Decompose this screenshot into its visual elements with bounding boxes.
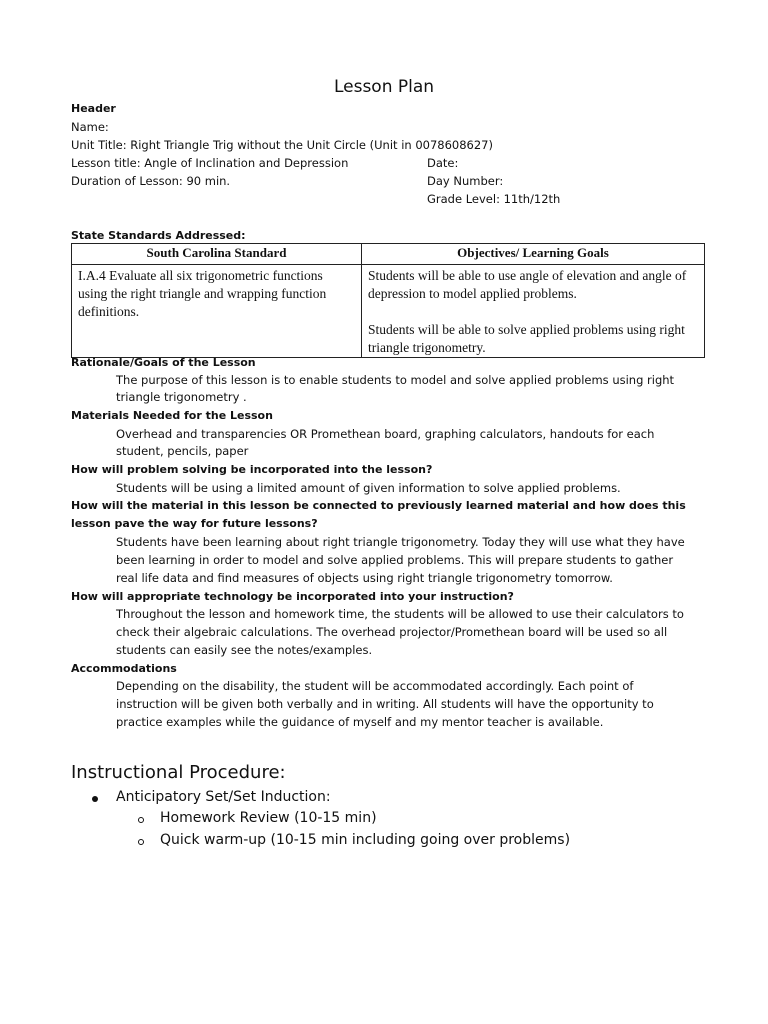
procedure-subitem: Quick warm-up (10-15 min including going over problems)	[160, 832, 571, 848]
lesson-title: Lesson title: Angle of Inclination and Depression	[71, 156, 349, 170]
standards-table	[71, 243, 705, 358]
standard-cell	[72, 265, 362, 358]
connection-heading: How will the material in this lesson be connected to previously learned material and how does this	[71, 499, 686, 512]
technology-text: Throughout the lesson and homework time, the students will be allowed to use their calculators to	[116, 607, 684, 621]
page-title: Lesson Plan	[333, 77, 435, 97]
procedure-subitem: Homework Review (10-15 min)	[160, 810, 377, 826]
column-header-standard: South Carolina Standard	[72, 244, 362, 265]
connection-text: Students have been learning about right triangle trigonometry. Today they will use what they have	[116, 535, 685, 549]
date-field: Date:	[427, 156, 459, 170]
circle-bullet-icon	[138, 817, 144, 823]
procedure-item: Anticipatory Set/Set Induction:	[116, 789, 331, 805]
connection-text: real life data and find measures of objects using right triangle trigonometry tomorrow.	[116, 571, 613, 585]
accommodations-text: instruction will be given both verbally and in writing. All students will have the opportunity to	[116, 697, 654, 711]
objective-item: Students will be able to solve applied problems using right triangle trigonometry.	[368, 322, 685, 355]
technology-heading: How will appropriate technology be incorporated into your instruction?	[71, 590, 514, 603]
materials-text: Overhead and transparencies OR Promethean board, graphing calculators, handouts for each	[116, 427, 655, 441]
accommodations-heading: Accommodations	[71, 662, 177, 675]
materials-heading: Materials Needed for the Lesson	[71, 409, 273, 422]
bullet-icon	[92, 796, 98, 802]
circle-bullet-icon	[138, 839, 144, 845]
standards-heading: State Standards Addressed:	[71, 229, 246, 242]
table-row	[72, 265, 705, 358]
name-field: Name:	[71, 120, 109, 134]
unit-title: Unit Title: Right Triangle Trig without the Unit Circle (Unit in 0078608627)	[71, 138, 493, 152]
materials-text: student, pencils, paper	[116, 444, 249, 458]
column-header-objectives: Objectives/ Learning Goals	[362, 244, 705, 265]
connection-heading: lesson pave the way for future lessons?	[71, 517, 318, 530]
problem-solving-text: Students will be using a limited amount of given information to solve applied problems.	[116, 481, 621, 495]
procedure-heading: Instructional Procedure:	[71, 762, 286, 783]
rationale-heading: Rationale/Goals of the Lesson	[71, 356, 256, 369]
technology-text: check their algebraic calculations. The overhead projector/Promethean board will be used so all	[116, 625, 668, 639]
grade-level: Grade Level: 11th/12th	[427, 192, 561, 206]
objectives-cell	[362, 265, 705, 358]
rationale-text: The purpose of this lesson is to enable students to model and solve applied problems using right	[116, 373, 675, 387]
rationale-text: triangle trigonometry .	[116, 390, 247, 404]
accommodations-text: practice examples while the guidance of myself and my mentor teacher is available.	[116, 715, 604, 729]
standard-text: I.A.4 Evaluate all six trigonometric functions using the right triangle and wrapping function definitions.	[78, 268, 327, 319]
objective-item: Students will be able to use angle of elevation and angle of depression to model applied problems.	[368, 268, 687, 301]
header-heading: Header	[71, 102, 116, 115]
table-header-row	[72, 244, 705, 265]
connection-text: been learning in order to model and solve applied problems. This will prepare students to gather	[116, 553, 674, 567]
accommodations-text: Depending on the disability, the student will be accommodated accordingly. Each point of	[116, 679, 634, 693]
technology-text: students can easily see the notes/examples.	[116, 643, 373, 657]
lesson-duration: Duration of Lesson: 90 min.	[71, 174, 231, 188]
day-number-field: Day Number:	[427, 174, 504, 188]
problem-solving-heading: How will problem solving be incorporated into the lesson?	[71, 463, 433, 476]
